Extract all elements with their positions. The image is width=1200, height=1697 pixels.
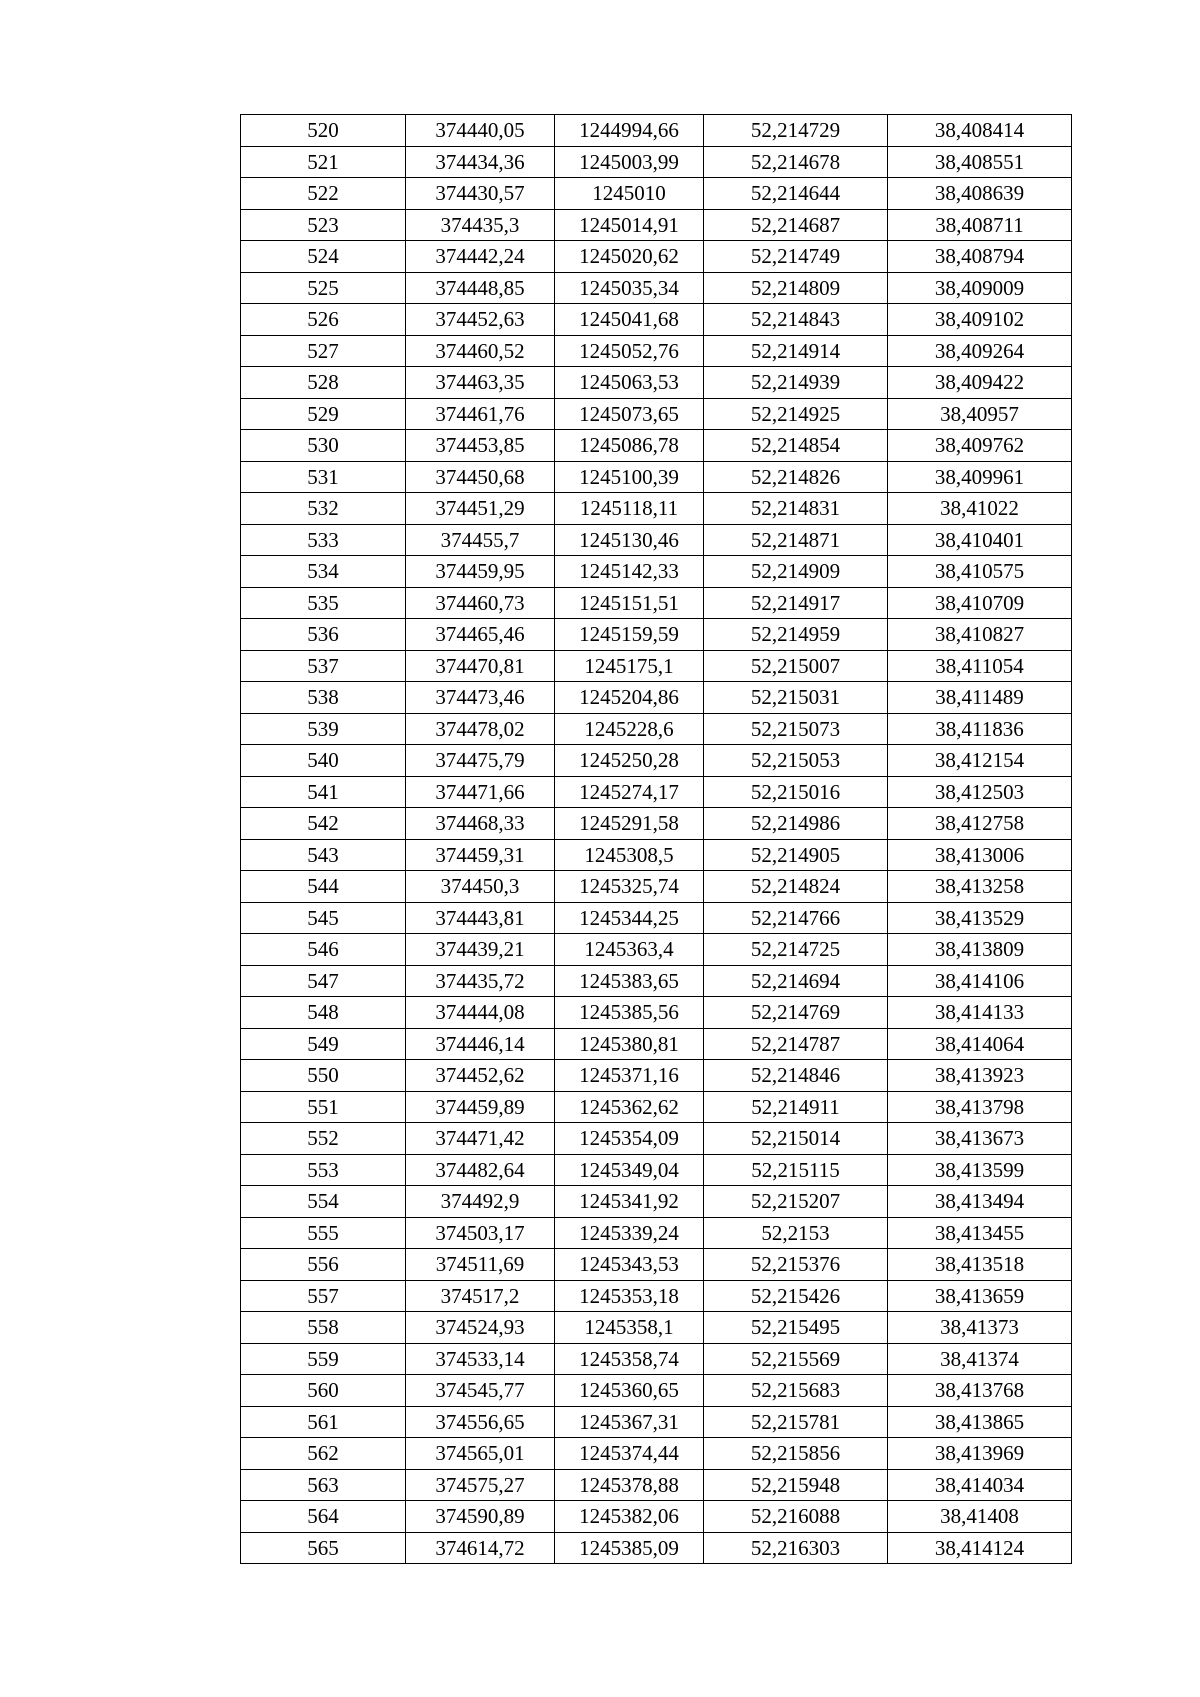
point-number-cell: 521	[241, 146, 406, 178]
x-coordinate-cell: 374434,36	[406, 146, 555, 178]
point-number-cell: 558	[241, 1312, 406, 1344]
longitude-cell: 38,41408	[888, 1501, 1072, 1533]
table-row	[241, 335, 1072, 367]
point-number-cell: 523	[241, 209, 406, 241]
point-number-cell: 527	[241, 335, 406, 367]
x-coordinate-cell: 374465,46	[406, 619, 555, 651]
y-coordinate-cell: 1245349,04	[555, 1154, 704, 1186]
longitude-cell: 38,414124	[888, 1532, 1072, 1564]
y-coordinate-cell: 1245343,53	[555, 1249, 704, 1281]
latitude-cell: 52,214843	[704, 304, 888, 336]
point-number-cell: 548	[241, 997, 406, 1029]
point-number-cell: 530	[241, 430, 406, 462]
table-row	[241, 304, 1072, 336]
point-number-cell: 563	[241, 1469, 406, 1501]
y-coordinate-cell: 1245378,88	[555, 1469, 704, 1501]
x-coordinate-cell: 374473,46	[406, 682, 555, 714]
latitude-cell: 52,215781	[704, 1406, 888, 1438]
point-number-cell: 542	[241, 808, 406, 840]
longitude-cell: 38,411836	[888, 713, 1072, 745]
y-coordinate-cell: 1245308,5	[555, 839, 704, 871]
latitude-cell: 52,214644	[704, 178, 888, 210]
longitude-cell: 38,413258	[888, 871, 1072, 903]
x-coordinate-cell: 374517,2	[406, 1280, 555, 1312]
point-number-cell: 556	[241, 1249, 406, 1281]
y-coordinate-cell: 1245159,59	[555, 619, 704, 651]
latitude-cell: 52,214787	[704, 1028, 888, 1060]
table-row	[241, 997, 1072, 1029]
x-coordinate-cell: 374430,57	[406, 178, 555, 210]
latitude-cell: 52,215495	[704, 1312, 888, 1344]
y-coordinate-cell: 1245063,53	[555, 367, 704, 399]
table-row	[241, 367, 1072, 399]
table-row	[241, 1028, 1072, 1060]
y-coordinate-cell: 1245363,4	[555, 934, 704, 966]
point-number-cell: 531	[241, 461, 406, 493]
x-coordinate-cell: 374482,64	[406, 1154, 555, 1186]
longitude-cell: 38,409102	[888, 304, 1072, 336]
table-row	[241, 1186, 1072, 1218]
latitude-cell: 52,214917	[704, 587, 888, 619]
longitude-cell: 38,413494	[888, 1186, 1072, 1218]
y-coordinate-cell: 1245035,34	[555, 272, 704, 304]
table-row	[241, 209, 1072, 241]
x-coordinate-cell: 374459,95	[406, 556, 555, 588]
latitude-cell: 52,214939	[704, 367, 888, 399]
point-number-cell: 535	[241, 587, 406, 619]
x-coordinate-cell: 374575,27	[406, 1469, 555, 1501]
table-row	[241, 1123, 1072, 1155]
table-row	[241, 178, 1072, 210]
longitude-cell: 38,413518	[888, 1249, 1072, 1281]
y-coordinate-cell: 1245291,58	[555, 808, 704, 840]
latitude-cell: 52,215016	[704, 776, 888, 808]
x-coordinate-cell: 374511,69	[406, 1249, 555, 1281]
latitude-cell: 52,215426	[704, 1280, 888, 1312]
y-coordinate-cell: 1245358,74	[555, 1343, 704, 1375]
longitude-cell: 38,413006	[888, 839, 1072, 871]
point-number-cell: 541	[241, 776, 406, 808]
table-row	[241, 146, 1072, 178]
point-number-cell: 538	[241, 682, 406, 714]
latitude-cell: 52,216088	[704, 1501, 888, 1533]
point-number-cell: 565	[241, 1532, 406, 1564]
y-coordinate-cell: 1245354,09	[555, 1123, 704, 1155]
x-coordinate-cell: 374475,79	[406, 745, 555, 777]
coordinates-table	[240, 114, 1072, 1564]
y-coordinate-cell: 1245362,62	[555, 1091, 704, 1123]
point-number-cell: 520	[241, 115, 406, 147]
table-row	[241, 587, 1072, 619]
x-coordinate-cell: 374503,17	[406, 1217, 555, 1249]
longitude-cell: 38,409961	[888, 461, 1072, 493]
table-row	[241, 1217, 1072, 1249]
table-row	[241, 115, 1072, 147]
longitude-cell: 38,409009	[888, 272, 1072, 304]
x-coordinate-cell: 374452,63	[406, 304, 555, 336]
latitude-cell: 52,215053	[704, 745, 888, 777]
y-coordinate-cell: 1245086,78	[555, 430, 704, 462]
longitude-cell: 38,410709	[888, 587, 1072, 619]
table-row	[241, 619, 1072, 651]
y-coordinate-cell: 1245204,86	[555, 682, 704, 714]
table-row	[241, 241, 1072, 273]
latitude-cell: 52,215683	[704, 1375, 888, 1407]
y-coordinate-cell: 1245385,56	[555, 997, 704, 1029]
point-number-cell: 552	[241, 1123, 406, 1155]
y-coordinate-cell: 1245142,33	[555, 556, 704, 588]
x-coordinate-cell: 374461,76	[406, 398, 555, 430]
latitude-cell: 52,215569	[704, 1343, 888, 1375]
x-coordinate-cell: 374468,33	[406, 808, 555, 840]
y-coordinate-cell: 1245374,44	[555, 1438, 704, 1470]
table-row	[241, 556, 1072, 588]
x-coordinate-cell: 374459,89	[406, 1091, 555, 1123]
longitude-cell: 38,409422	[888, 367, 1072, 399]
longitude-cell: 38,40957	[888, 398, 1072, 430]
latitude-cell: 52,214687	[704, 209, 888, 241]
table-row	[241, 902, 1072, 934]
latitude-cell: 52,215376	[704, 1249, 888, 1281]
longitude-cell: 38,413865	[888, 1406, 1072, 1438]
y-coordinate-cell: 1245250,28	[555, 745, 704, 777]
longitude-cell: 38,413923	[888, 1060, 1072, 1092]
table-row	[241, 1249, 1072, 1281]
coordinates-table-body	[241, 115, 1072, 1564]
x-coordinate-cell: 374442,24	[406, 241, 555, 273]
y-coordinate-cell: 1245003,99	[555, 146, 704, 178]
table-row	[241, 1501, 1072, 1533]
longitude-cell: 38,41022	[888, 493, 1072, 525]
x-coordinate-cell: 374460,52	[406, 335, 555, 367]
table-row	[241, 776, 1072, 808]
x-coordinate-cell: 374460,73	[406, 587, 555, 619]
x-coordinate-cell: 374435,3	[406, 209, 555, 241]
latitude-cell: 52,214826	[704, 461, 888, 493]
y-coordinate-cell: 1245382,06	[555, 1501, 704, 1533]
point-number-cell: 532	[241, 493, 406, 525]
y-coordinate-cell: 1245353,18	[555, 1280, 704, 1312]
point-number-cell: 522	[241, 178, 406, 210]
point-number-cell: 537	[241, 650, 406, 682]
longitude-cell: 38,411054	[888, 650, 1072, 682]
point-number-cell: 526	[241, 304, 406, 336]
table-row	[241, 650, 1072, 682]
latitude-cell: 52,214766	[704, 902, 888, 934]
x-coordinate-cell: 374448,85	[406, 272, 555, 304]
x-coordinate-cell: 374556,65	[406, 1406, 555, 1438]
longitude-cell: 38,412154	[888, 745, 1072, 777]
latitude-cell: 52,214846	[704, 1060, 888, 1092]
latitude-cell: 52,214749	[704, 241, 888, 273]
longitude-cell: 38,414034	[888, 1469, 1072, 1501]
longitude-cell: 38,414064	[888, 1028, 1072, 1060]
longitude-cell: 38,412503	[888, 776, 1072, 808]
longitude-cell: 38,413599	[888, 1154, 1072, 1186]
x-coordinate-cell: 374614,72	[406, 1532, 555, 1564]
latitude-cell: 52,215073	[704, 713, 888, 745]
latitude-cell: 52,216303	[704, 1532, 888, 1564]
x-coordinate-cell: 374463,35	[406, 367, 555, 399]
longitude-cell: 38,410401	[888, 524, 1072, 556]
latitude-cell: 52,2153	[704, 1217, 888, 1249]
longitude-cell: 38,41373	[888, 1312, 1072, 1344]
point-number-cell: 551	[241, 1091, 406, 1123]
point-number-cell: 553	[241, 1154, 406, 1186]
table-row	[241, 965, 1072, 997]
latitude-cell: 52,214905	[704, 839, 888, 871]
table-row	[241, 1312, 1072, 1344]
table-row	[241, 1154, 1072, 1186]
longitude-cell: 38,413809	[888, 934, 1072, 966]
x-coordinate-cell: 374545,77	[406, 1375, 555, 1407]
longitude-cell: 38,408414	[888, 115, 1072, 147]
x-coordinate-cell: 374446,14	[406, 1028, 555, 1060]
table-row	[241, 272, 1072, 304]
point-number-cell: 550	[241, 1060, 406, 1092]
longitude-cell: 38,414106	[888, 965, 1072, 997]
table-row	[241, 713, 1072, 745]
point-number-cell: 555	[241, 1217, 406, 1249]
y-coordinate-cell: 1245041,68	[555, 304, 704, 336]
longitude-cell: 38,409264	[888, 335, 1072, 367]
longitude-cell: 38,414133	[888, 997, 1072, 1029]
latitude-cell: 52,215207	[704, 1186, 888, 1218]
y-coordinate-cell: 1245380,81	[555, 1028, 704, 1060]
point-number-cell: 540	[241, 745, 406, 777]
x-coordinate-cell: 374478,02	[406, 713, 555, 745]
x-coordinate-cell: 374455,7	[406, 524, 555, 556]
y-coordinate-cell: 1245360,65	[555, 1375, 704, 1407]
latitude-cell: 52,214925	[704, 398, 888, 430]
table-row	[241, 1469, 1072, 1501]
table-row	[241, 1532, 1072, 1564]
x-coordinate-cell: 374443,81	[406, 902, 555, 934]
table-row	[241, 1438, 1072, 1470]
y-coordinate-cell: 1245228,6	[555, 713, 704, 745]
longitude-cell: 38,410575	[888, 556, 1072, 588]
y-coordinate-cell: 1245151,51	[555, 587, 704, 619]
longitude-cell: 38,411489	[888, 682, 1072, 714]
x-coordinate-cell: 374453,85	[406, 430, 555, 462]
longitude-cell: 38,41374	[888, 1343, 1072, 1375]
table-row	[241, 493, 1072, 525]
y-coordinate-cell: 1245020,62	[555, 241, 704, 273]
latitude-cell: 52,214911	[704, 1091, 888, 1123]
latitude-cell: 52,214809	[704, 272, 888, 304]
x-coordinate-cell: 374524,93	[406, 1312, 555, 1344]
x-coordinate-cell: 374471,66	[406, 776, 555, 808]
x-coordinate-cell: 374444,08	[406, 997, 555, 1029]
latitude-cell: 52,214914	[704, 335, 888, 367]
point-number-cell: 554	[241, 1186, 406, 1218]
x-coordinate-cell: 374565,01	[406, 1438, 555, 1470]
table-row	[241, 1343, 1072, 1375]
table-row	[241, 1280, 1072, 1312]
y-coordinate-cell: 1245100,39	[555, 461, 704, 493]
x-coordinate-cell: 374470,81	[406, 650, 555, 682]
longitude-cell: 38,412758	[888, 808, 1072, 840]
y-coordinate-cell: 1245325,74	[555, 871, 704, 903]
latitude-cell: 52,214909	[704, 556, 888, 588]
latitude-cell: 52,214854	[704, 430, 888, 462]
table-row	[241, 682, 1072, 714]
latitude-cell: 52,214871	[704, 524, 888, 556]
x-coordinate-cell: 374492,9	[406, 1186, 555, 1218]
y-coordinate-cell: 1245274,17	[555, 776, 704, 808]
table-row	[241, 398, 1072, 430]
point-number-cell: 564	[241, 1501, 406, 1533]
longitude-cell: 38,408711	[888, 209, 1072, 241]
point-number-cell: 533	[241, 524, 406, 556]
latitude-cell: 52,214678	[704, 146, 888, 178]
y-coordinate-cell: 1245130,46	[555, 524, 704, 556]
y-coordinate-cell: 1245358,1	[555, 1312, 704, 1344]
y-coordinate-cell: 1245344,25	[555, 902, 704, 934]
table-row	[241, 1060, 1072, 1092]
x-coordinate-cell: 374451,29	[406, 493, 555, 525]
longitude-cell: 38,413455	[888, 1217, 1072, 1249]
longitude-cell: 38,413969	[888, 1438, 1072, 1470]
table-row	[241, 461, 1072, 493]
x-coordinate-cell: 374533,14	[406, 1343, 555, 1375]
point-number-cell: 545	[241, 902, 406, 934]
point-number-cell: 524	[241, 241, 406, 273]
point-number-cell: 546	[241, 934, 406, 966]
y-coordinate-cell: 1245367,31	[555, 1406, 704, 1438]
latitude-cell: 52,215856	[704, 1438, 888, 1470]
longitude-cell: 38,409762	[888, 430, 1072, 462]
table-row	[241, 808, 1072, 840]
point-number-cell: 543	[241, 839, 406, 871]
y-coordinate-cell: 1245175,1	[555, 650, 704, 682]
y-coordinate-cell: 1245010	[555, 178, 704, 210]
x-coordinate-cell: 374459,31	[406, 839, 555, 871]
x-coordinate-cell: 374435,72	[406, 965, 555, 997]
point-number-cell: 560	[241, 1375, 406, 1407]
point-number-cell: 547	[241, 965, 406, 997]
longitude-cell: 38,408551	[888, 146, 1072, 178]
table-row	[241, 745, 1072, 777]
y-coordinate-cell: 1245014,91	[555, 209, 704, 241]
point-number-cell: 549	[241, 1028, 406, 1060]
table-row	[241, 839, 1072, 871]
x-coordinate-cell: 374439,21	[406, 934, 555, 966]
point-number-cell: 559	[241, 1343, 406, 1375]
longitude-cell: 38,413529	[888, 902, 1072, 934]
y-coordinate-cell: 1245052,76	[555, 335, 704, 367]
table-row	[241, 430, 1072, 462]
point-number-cell: 562	[241, 1438, 406, 1470]
latitude-cell: 52,214725	[704, 934, 888, 966]
point-number-cell: 536	[241, 619, 406, 651]
x-coordinate-cell: 374450,68	[406, 461, 555, 493]
latitude-cell: 52,214831	[704, 493, 888, 525]
point-number-cell: 528	[241, 367, 406, 399]
x-coordinate-cell: 374440,05	[406, 115, 555, 147]
y-coordinate-cell: 1245383,65	[555, 965, 704, 997]
table-row	[241, 1091, 1072, 1123]
table-row	[241, 934, 1072, 966]
table-row	[241, 871, 1072, 903]
latitude-cell: 52,214986	[704, 808, 888, 840]
y-coordinate-cell: 1245073,65	[555, 398, 704, 430]
x-coordinate-cell: 374452,62	[406, 1060, 555, 1092]
x-coordinate-cell: 374590,89	[406, 1501, 555, 1533]
y-coordinate-cell: 1244994,66	[555, 115, 704, 147]
point-number-cell: 529	[241, 398, 406, 430]
longitude-cell: 38,410827	[888, 619, 1072, 651]
table-row	[241, 1375, 1072, 1407]
point-number-cell: 539	[241, 713, 406, 745]
y-coordinate-cell: 1245118,11	[555, 493, 704, 525]
latitude-cell: 52,214769	[704, 997, 888, 1029]
y-coordinate-cell: 1245385,09	[555, 1532, 704, 1564]
longitude-cell: 38,408794	[888, 241, 1072, 273]
latitude-cell: 52,214959	[704, 619, 888, 651]
y-coordinate-cell: 1245339,24	[555, 1217, 704, 1249]
longitude-cell: 38,413673	[888, 1123, 1072, 1155]
point-number-cell: 557	[241, 1280, 406, 1312]
latitude-cell: 52,214824	[704, 871, 888, 903]
longitude-cell: 38,413659	[888, 1280, 1072, 1312]
latitude-cell: 52,215014	[704, 1123, 888, 1155]
latitude-cell: 52,214729	[704, 115, 888, 147]
y-coordinate-cell: 1245341,92	[555, 1186, 704, 1218]
point-number-cell: 525	[241, 272, 406, 304]
point-number-cell: 544	[241, 871, 406, 903]
latitude-cell: 52,214694	[704, 965, 888, 997]
latitude-cell: 52,215007	[704, 650, 888, 682]
latitude-cell: 52,215948	[704, 1469, 888, 1501]
x-coordinate-cell: 374450,3	[406, 871, 555, 903]
longitude-cell: 38,413798	[888, 1091, 1072, 1123]
y-coordinate-cell: 1245371,16	[555, 1060, 704, 1092]
x-coordinate-cell: 374471,42	[406, 1123, 555, 1155]
point-number-cell: 561	[241, 1406, 406, 1438]
table-row	[241, 524, 1072, 556]
latitude-cell: 52,215031	[704, 682, 888, 714]
point-number-cell: 534	[241, 556, 406, 588]
longitude-cell: 38,408639	[888, 178, 1072, 210]
latitude-cell: 52,215115	[704, 1154, 888, 1186]
longitude-cell: 38,413768	[888, 1375, 1072, 1407]
table-row	[241, 1406, 1072, 1438]
